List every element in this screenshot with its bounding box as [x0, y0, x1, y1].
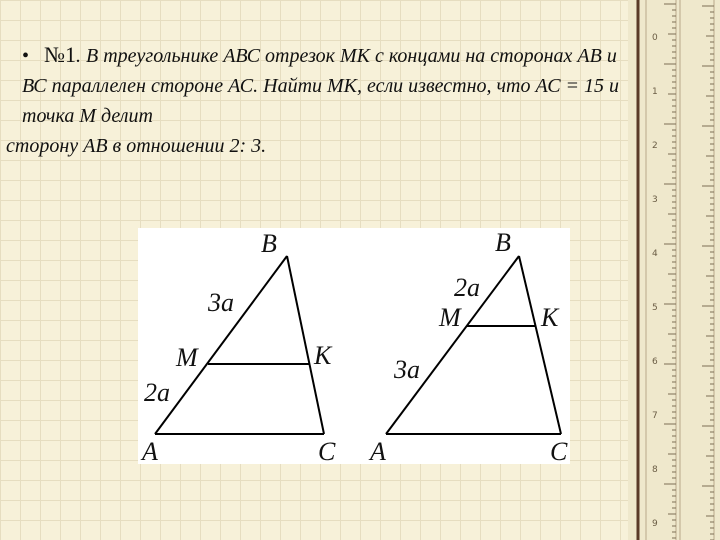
problem-text: . В треугольнике АВС отрезок МК с концами на сторонах АВ и ВС параллелен стороне АС. Найти МК, если известно, что АС = 15 и точка М делит: [22, 45, 620, 127]
ruler-number: 3: [652, 195, 658, 205]
right-side-ab: [386, 256, 519, 434]
rulers-svg: [628, 0, 720, 540]
ruler-number: 8: [652, 465, 658, 475]
left-label-c: C: [318, 437, 336, 464]
left-label-lower: 2a: [144, 378, 170, 407]
bullet: •: [22, 45, 30, 67]
ruler-number: 2: [652, 141, 658, 151]
ruler-number: 6: [652, 357, 658, 367]
ruler-number: 7: [652, 411, 658, 421]
right-side-bc: [519, 256, 561, 434]
right-label-c: C: [550, 437, 568, 464]
left-side-ab: [155, 256, 287, 434]
problem-statement: [6, 40, 622, 161]
right-label-lower: 3a: [394, 355, 420, 384]
left-label-k: K: [314, 341, 332, 370]
right-label-k: K: [541, 303, 559, 332]
left-label-b: B: [261, 229, 277, 258]
ruler-number: 9: [652, 519, 658, 529]
right-label-b: B: [495, 228, 511, 257]
right-triangle: [368, 228, 568, 464]
left-label-a: A: [142, 437, 158, 464]
right-label-m: M: [439, 303, 461, 332]
ruler-number: 0: [652, 33, 658, 43]
right-label-upper: 2a: [454, 273, 480, 302]
ruler-decoration: [628, 0, 720, 540]
left-label-m: M: [176, 343, 198, 372]
ruler-numbers: [652, 33, 658, 529]
ruler-number: 4: [652, 249, 658, 259]
ruler-ticks-right: [702, 6, 714, 540]
problem-text-continuation: сторону АВ в отношении 2: 3.: [6, 135, 267, 157]
ruler-number: 1: [652, 87, 658, 97]
left-triangle: [140, 229, 336, 464]
ruler-ticks-left: [664, 4, 676, 538]
triangles-figure: [138, 228, 570, 464]
triangles-svg: [138, 228, 570, 464]
left-label-upper: 3a: [208, 288, 234, 317]
problem-number: №1: [44, 42, 77, 67]
ruler-number: 5: [652, 303, 658, 313]
right-label-a: A: [370, 437, 386, 464]
